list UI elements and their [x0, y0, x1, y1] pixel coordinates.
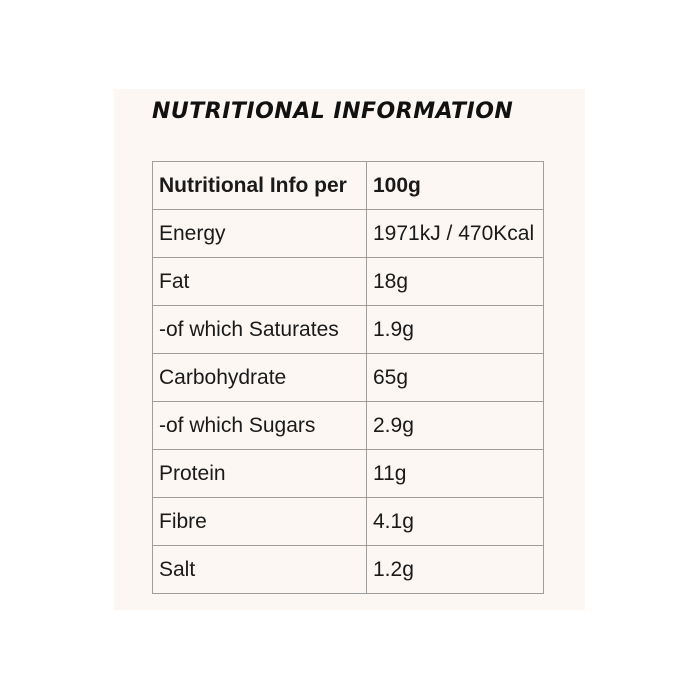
header-cell-label: Nutritional Info per [153, 162, 367, 210]
nutrient-name: Fat [153, 258, 367, 306]
nutrient-name: Fibre [153, 498, 367, 546]
header-cell-unit: 100g [367, 162, 544, 210]
table-row [153, 402, 544, 450]
nutrient-name: -of which Sugars [153, 402, 367, 450]
nutrient-name: Salt [153, 546, 367, 594]
section-heading: NUTRITIONAL INFORMATION [152, 99, 514, 124]
table-header-row [153, 162, 544, 210]
nutrient-value: 11g [367, 450, 544, 498]
table-row [153, 498, 544, 546]
nutrient-value: 1.2g [367, 546, 544, 594]
table-row [153, 450, 544, 498]
nutrient-value: 4.1g [367, 498, 544, 546]
nutrient-value: 2.9g [367, 402, 544, 450]
nutrition-table [152, 161, 544, 594]
nutrient-value: 1.9g [367, 306, 544, 354]
table-row [153, 210, 544, 258]
nutrient-value: 1971kJ / 470Kcal [367, 210, 544, 258]
table-row [153, 306, 544, 354]
nutrient-name: Energy [153, 210, 367, 258]
table-row [153, 258, 544, 306]
nutrient-name: -of which Saturates [153, 306, 367, 354]
nutrient-name: Carbohydrate [153, 354, 367, 402]
nutrient-name: Protein [153, 450, 367, 498]
nutrient-value: 18g [367, 258, 544, 306]
nutrition-panel [114, 89, 585, 610]
nutrient-value: 65g [367, 354, 544, 402]
table-row [153, 354, 544, 402]
table-row [153, 546, 544, 594]
